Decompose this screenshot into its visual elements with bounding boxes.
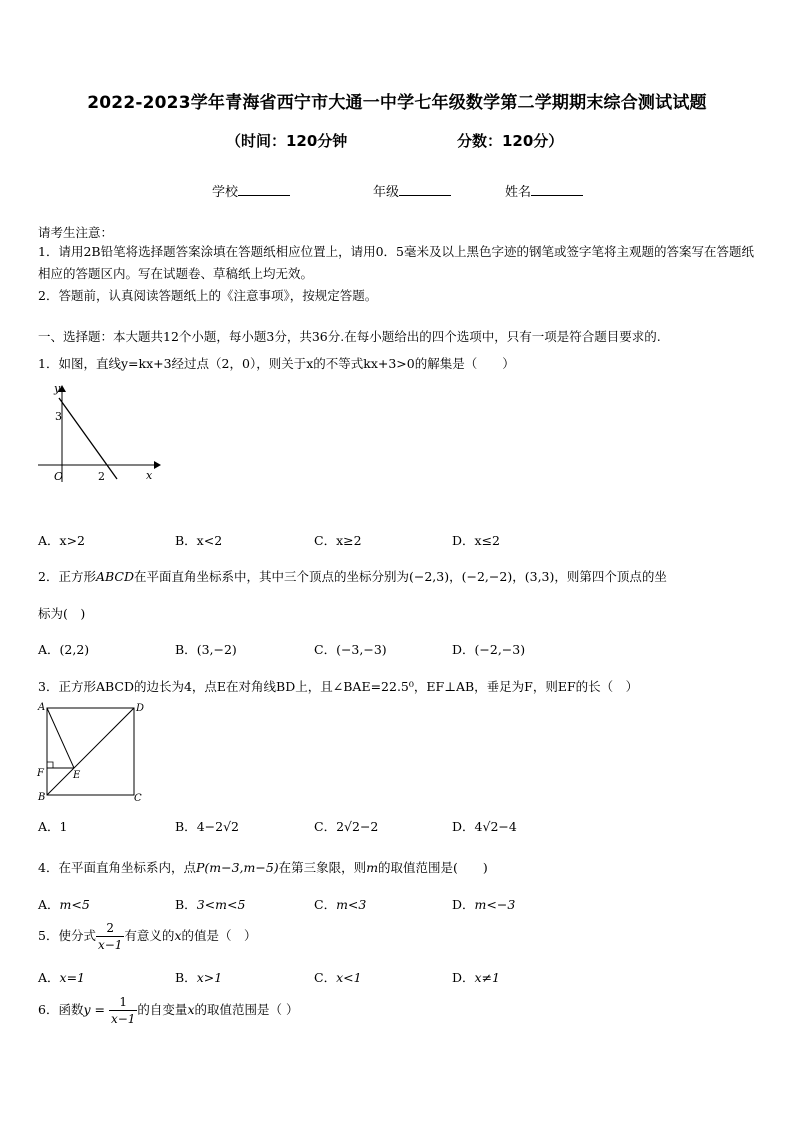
q4-option-b[interactable] bbox=[175, 895, 245, 913]
segment-ae bbox=[47, 708, 74, 768]
q5-option-d-value: x≠1 bbox=[474, 970, 501, 985]
label-c: C bbox=[134, 793, 142, 804]
q2-option-a-label: A． bbox=[38, 642, 60, 657]
q6-fraction bbox=[109, 994, 137, 1027]
q4-var: m bbox=[366, 860, 379, 875]
q6-denominator: x−1 bbox=[110, 1012, 136, 1026]
label-a: A bbox=[38, 702, 46, 713]
q5-option-b-label: B． bbox=[175, 970, 197, 985]
q5-option-a[interactable] bbox=[38, 968, 85, 986]
right-angle-mark bbox=[47, 762, 53, 768]
name-field bbox=[505, 181, 583, 200]
origin-label: O bbox=[54, 470, 64, 483]
q1-option-c[interactable]: C．x≥2 bbox=[314, 533, 362, 548]
q2-square-name: ABCD bbox=[95, 569, 134, 584]
notice-item-1: 1．请用2B铅笔将选择题答案涂填在答题纸相应位置上，请用0．5毫米及以上黑色字迹的钢笔或签字笔将主观题的答案写在答题纸相应的答题区内。写在试题卷、草稿纸上均无效。 bbox=[38, 244, 754, 281]
q5-option-c-value: x<1 bbox=[336, 970, 362, 985]
q6-stem-a: 6．函数 bbox=[38, 1002, 84, 1017]
q4-option-a[interactable] bbox=[38, 895, 90, 913]
y-intercept-label: 3 bbox=[55, 410, 62, 423]
q3-option-c-label: C． bbox=[314, 819, 337, 834]
name-blank bbox=[531, 183, 583, 196]
label-f: F bbox=[37, 768, 44, 779]
q6-var: x bbox=[187, 1002, 195, 1017]
q5-option-a-value: x=1 bbox=[59, 970, 86, 985]
q5-option-a-label: A． bbox=[38, 970, 60, 985]
school-field bbox=[212, 181, 290, 200]
q5-option-c-label: C． bbox=[314, 970, 337, 985]
grade-field bbox=[373, 181, 451, 200]
q2-option-c-label: C． bbox=[314, 642, 337, 657]
q4-option-c-label: C． bbox=[314, 897, 337, 912]
label-d: D bbox=[136, 703, 145, 714]
q4-option-d-value: m<−3 bbox=[474, 897, 516, 912]
q3-option-b-value: 4−2√2 bbox=[196, 819, 239, 834]
q5-option-b[interactable] bbox=[175, 968, 222, 986]
q4-option-a-label: A． bbox=[38, 897, 60, 912]
q2-stem-a: 2．正方形 bbox=[38, 569, 96, 584]
q5-stem-c: 的值是（ ） bbox=[181, 928, 257, 943]
q2-option-a[interactable] bbox=[38, 640, 89, 658]
q3-option-c[interactable] bbox=[314, 817, 378, 835]
q1-option-a[interactable]: A．x>2 bbox=[38, 533, 86, 548]
x-intercept-label: 2 bbox=[98, 470, 105, 483]
q1-graph bbox=[34, 382, 164, 486]
x-axis-arrow bbox=[154, 461, 161, 469]
q5-stem bbox=[38, 920, 257, 953]
q2-option-d-value: (−2,−3) bbox=[474, 642, 526, 657]
q3-option-d-label: D． bbox=[452, 819, 475, 834]
notice-heading: 请考生注意： bbox=[38, 225, 114, 240]
q5-numerator: 2 bbox=[96, 920, 124, 937]
section-heading: 一、选择题：本大题共12个小题，每小题3分，共36分.在每小题给出的四个选项中，只有一项是符合题目要求的. bbox=[38, 329, 661, 344]
q4-option-c[interactable] bbox=[314, 895, 366, 913]
q4-option-b-value: 3<m<5 bbox=[196, 897, 246, 912]
school-blank bbox=[238, 183, 290, 196]
label-e: E bbox=[73, 770, 81, 781]
q4-point: P(m−3,m−5) bbox=[195, 860, 279, 875]
name-label: 姓名 bbox=[505, 185, 532, 200]
q2-point-3: (3,3) bbox=[524, 569, 555, 584]
q6-stem-b: 的自变量 bbox=[137, 1002, 188, 1017]
q4-stem-b: 在第三象限，则 bbox=[278, 860, 367, 875]
q5-var: x bbox=[174, 928, 182, 943]
q3-option-c-value: 2√2−2 bbox=[336, 819, 379, 834]
q5-option-b-value: x>1 bbox=[196, 970, 223, 985]
school-label: 学校 bbox=[212, 185, 239, 200]
q2-option-d-label: D． bbox=[452, 642, 475, 657]
q2-point-1: (−2,3) bbox=[409, 569, 450, 584]
q3-option-d-value: 4√2−4 bbox=[474, 819, 517, 834]
grade-blank bbox=[399, 183, 451, 196]
y-label: y bbox=[54, 382, 61, 395]
q4-option-d[interactable] bbox=[452, 895, 515, 913]
exam-time: （时间：120分钟 bbox=[226, 132, 348, 150]
q3-option-b[interactable] bbox=[175, 817, 239, 835]
q2-option-a-value: (2,2) bbox=[59, 642, 90, 657]
q2-stem: 2．正方形ABCD在平面直角坐标系中，其中三个顶点的坐标分别为(−2,3)，(−2,−2)，(3,3)，则第四个顶点的坐 bbox=[38, 569, 667, 584]
q6-lhs: y = bbox=[83, 1002, 105, 1017]
q2-option-b-label: B． bbox=[175, 642, 197, 657]
q4-stem-c: 的取值范围是( ) bbox=[378, 860, 488, 875]
q2-stem-c: ，则第四个顶点的坐 bbox=[554, 569, 667, 584]
q2-stem-b: 在平面直角坐标系中，其中三个顶点的坐标分别为 bbox=[133, 569, 409, 584]
line-kx-plus-3 bbox=[59, 398, 117, 479]
q5-denominator: x−1 bbox=[97, 938, 123, 952]
x-label: x bbox=[146, 469, 153, 482]
q4-stem bbox=[38, 858, 488, 876]
q6-stem bbox=[38, 994, 298, 1027]
label-b: B bbox=[38, 792, 46, 803]
page-title: 2022-2023学年青海省西宁市大通一中学七年级数学第二学期期末综合测试试题 bbox=[87, 93, 707, 113]
q3-option-a-value: 1 bbox=[59, 819, 68, 834]
q2-point-2: (−2,−2) bbox=[461, 569, 513, 584]
q4-option-b-label: B． bbox=[175, 897, 197, 912]
q5-option-d[interactable] bbox=[452, 968, 500, 986]
q2-stem-d: 标为( ) bbox=[38, 606, 86, 621]
exam-score: 分数：120分） bbox=[457, 132, 564, 150]
q2-option-b[interactable] bbox=[175, 640, 237, 658]
q2-option-c[interactable] bbox=[314, 640, 387, 658]
q4-option-c-value: m<3 bbox=[336, 897, 367, 912]
q5-stem-b: 有意义的 bbox=[124, 928, 175, 943]
notice-item-2: 2．答题前，认真阅读答题纸上的《注意事项》，按规定答题。 bbox=[38, 288, 378, 303]
q3-option-a-label: A． bbox=[38, 819, 60, 834]
q5-fraction bbox=[96, 920, 124, 953]
q4-stem-a: 4．在平面直角坐标系内，点 bbox=[38, 860, 196, 875]
q2-option-d[interactable] bbox=[452, 640, 525, 658]
q3-square-figure bbox=[34, 700, 154, 806]
q2-option-b-value: (3,−2) bbox=[196, 642, 237, 657]
q4-option-d-label: D． bbox=[452, 897, 475, 912]
q5-stem-a: 5．使分式 bbox=[38, 928, 96, 943]
q4-option-a-value: m<5 bbox=[59, 897, 90, 912]
q5-option-c[interactable] bbox=[314, 968, 362, 986]
q3-option-a[interactable] bbox=[38, 817, 67, 835]
grade-label: 年级 bbox=[373, 185, 400, 200]
q1-stem: 1．如图，直线y=kx+3经过点（2，0），则关于x的不等式kx+3>0的解集是（ ） bbox=[38, 356, 515, 371]
q3-option-d[interactable] bbox=[452, 817, 517, 835]
q1-option-d[interactable]: D．x≤2 bbox=[452, 533, 500, 548]
q3-stem: 3．正方形ABCD的边长为4，点E在对角线BD上，且∠BAE=22.5⁰，EF⊥AB，垂足为F，则EF的长（ ） bbox=[38, 679, 639, 694]
q6-stem-c: 的取值范围是（ ） bbox=[194, 1002, 299, 1017]
q3-option-b-label: B． bbox=[175, 819, 197, 834]
q1-option-b[interactable]: B．x<2 bbox=[175, 533, 223, 548]
q6-numerator: 1 bbox=[109, 994, 137, 1011]
q5-option-d-label: D． bbox=[452, 970, 475, 985]
q2-option-c-value: (−3,−3) bbox=[336, 642, 387, 657]
diagonal-bd bbox=[47, 708, 134, 795]
